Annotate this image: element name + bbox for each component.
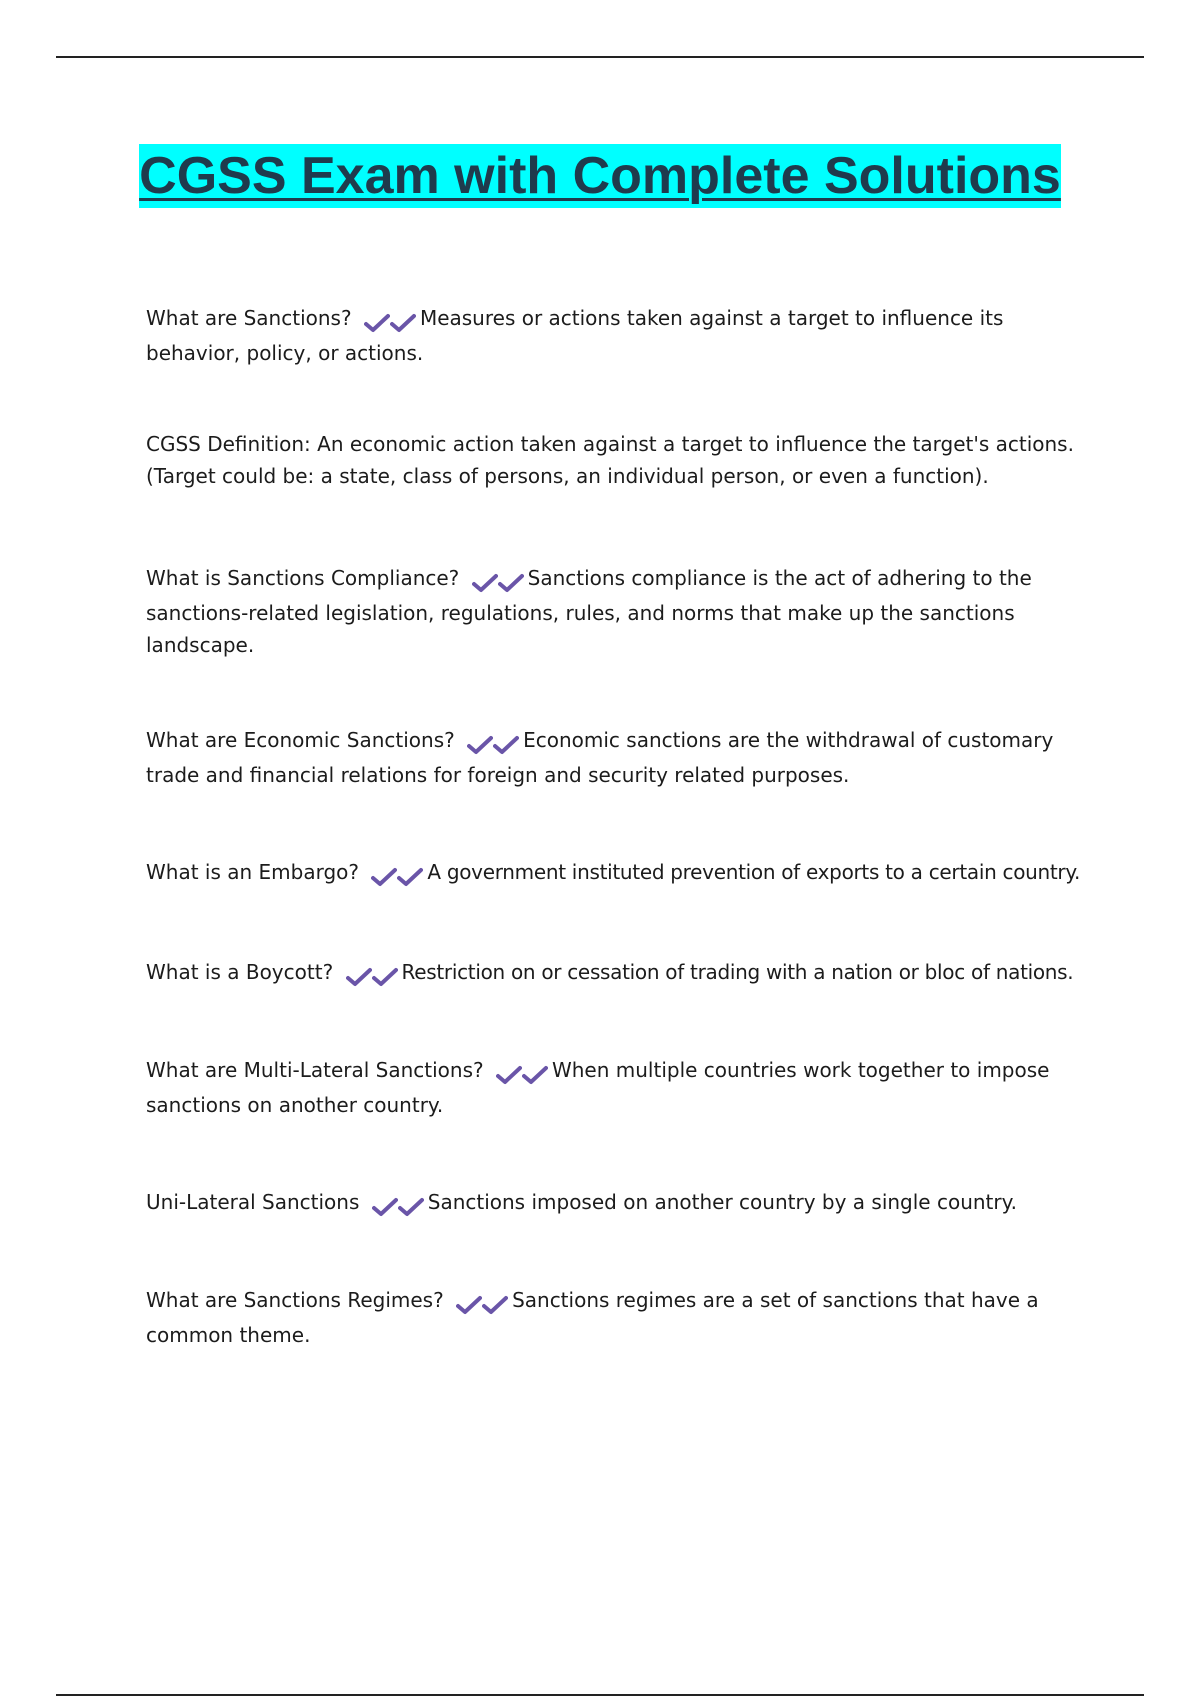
question-text: What are Economic Sanctions? [146, 728, 455, 752]
qa-item-sanctions-regimes [146, 1284, 1046, 1351]
qa-item-sanctions-compliance [146, 562, 1046, 661]
cgss-definition [146, 428, 1086, 492]
title-wrap [0, 144, 1200, 208]
double-check-icon [456, 1287, 508, 1319]
double-check-icon [372, 1189, 424, 1221]
double-check-icon [371, 859, 423, 891]
qa-item-embargo [146, 856, 1106, 891]
answer-text: Sanctions compliance is the act of adhering to the sanctions-related legislation, regulations, rules, and norms that make up the sanctions landscape. [146, 566, 1032, 657]
question-text: What is Sanctions Compliance? [146, 566, 460, 590]
qa-item-multilateral [146, 1054, 1066, 1121]
qa-item-unilateral [146, 1186, 1086, 1221]
bottom-rule [56, 1694, 1144, 1696]
qa-item-economic-sanctions [146, 724, 1066, 791]
answer-text: Economic sanctions are the withdrawal of customary trade and financial relations for foreign and security related purposes. [146, 728, 1054, 787]
answer-text: When multiple countries work together to impose sanctions on another country. [146, 1058, 1050, 1117]
question-text: What is an Embargo? [146, 860, 360, 884]
question-text: Uni-Lateral Sanctions [146, 1190, 360, 1214]
question-text: What are Sanctions Regimes? [146, 1288, 444, 1312]
double-check-icon [472, 565, 524, 597]
answer-text: Measures or actions taken against a target to influence its behavior, policy, or actions. [146, 306, 1004, 365]
definition-text: CGSS Definition: An economic action taken against a target to influence the target's actions. (Target could be: a state, class of persons, an individual person, or even a function). [146, 432, 1074, 488]
answer-text: Sanctions regimes are a set of sanctions that have a common theme. [146, 1288, 1039, 1347]
answer-text: Sanctions imposed on another country by a single country. [427, 1190, 1017, 1214]
double-check-icon [364, 305, 416, 337]
double-check-icon [496, 1057, 548, 1089]
question-text: What are Sanctions? [146, 306, 352, 330]
double-check-icon [467, 727, 519, 759]
top-rule [56, 56, 1144, 58]
document-title: CGSS Exam with Complete Solutions [139, 144, 1061, 208]
answer-text: Restriction on or cessation of trading with a nation or bloc of nations. [401, 960, 1074, 984]
double-check-icon [346, 959, 398, 991]
question-text: What is a Boycott? [146, 960, 334, 984]
question-text: What are Multi-Lateral Sanctions? [146, 1058, 484, 1082]
qa-item-boycott [146, 956, 1106, 991]
qa-item-sanctions [146, 302, 1086, 369]
answer-text: A government instituted prevention of exports to a certain country. [427, 860, 1081, 884]
